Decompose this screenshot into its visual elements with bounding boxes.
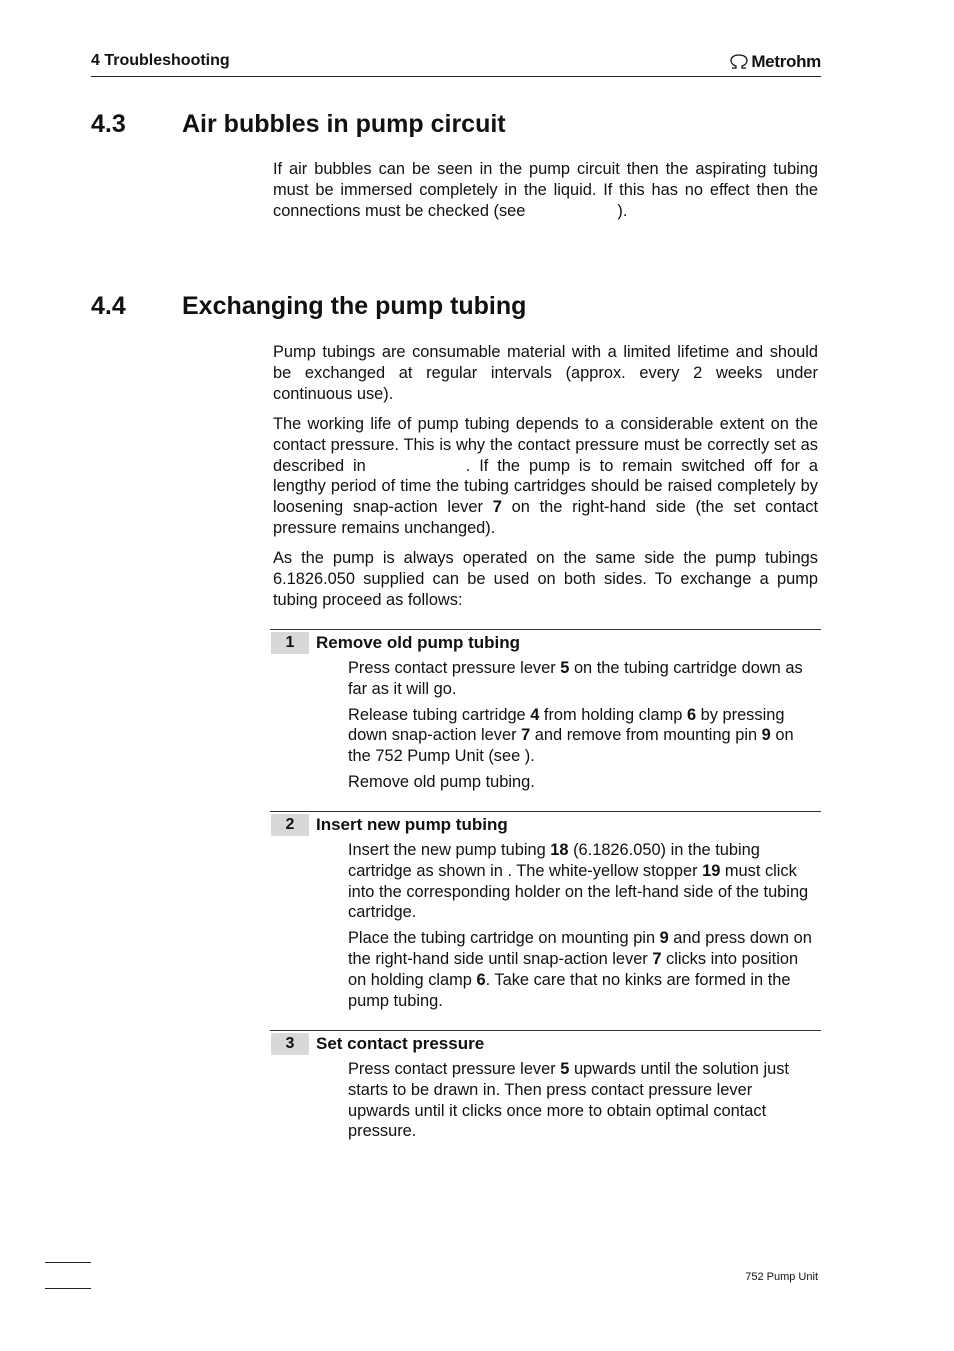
part-ref: 7 bbox=[652, 949, 662, 968]
step-body bbox=[348, 658, 818, 798]
step-paragraph: Remove old pump tubing. bbox=[348, 772, 535, 791]
step-title: Set contact pressure bbox=[316, 1034, 485, 1053]
text: must click into the corresponding holder on the left-hand side of the tubing cartridge. bbox=[348, 861, 809, 922]
part-ref: 4 bbox=[530, 705, 540, 724]
text: Place the tubing cartridge on mounting pin bbox=[348, 929, 660, 948]
part-ref: 7 bbox=[492, 498, 502, 517]
part-ref: 9 bbox=[659, 929, 669, 948]
text: Press contact pressure lever bbox=[348, 1060, 561, 1078]
step-paragraph bbox=[348, 658, 818, 700]
section-number: 4.4 bbox=[91, 292, 126, 320]
omega-icon bbox=[729, 54, 749, 70]
text: clicks into position on holding clamp bbox=[348, 949, 799, 989]
paragraph-text: . If the pump is to remain switched off for a lengthy period of time the tubing cartridges should be raised completely by loosening snap-action lever bbox=[273, 456, 818, 517]
page-header bbox=[91, 48, 821, 77]
text: ). bbox=[524, 747, 535, 766]
footer-rule bbox=[45, 1288, 91, 1289]
part-ref: 5 bbox=[560, 659, 570, 677]
brand-name: Metrohm bbox=[751, 52, 821, 71]
paragraph-text: on the right-hand side (the set contact pressure remains unchanged). bbox=[273, 498, 818, 537]
footer-product: 752 Pump Unit bbox=[745, 1271, 818, 1283]
brand-logo bbox=[729, 52, 821, 72]
step-body bbox=[348, 1059, 818, 1147]
part-ref: 7 bbox=[521, 726, 531, 745]
step-paragraph bbox=[348, 705, 818, 767]
step-3 bbox=[270, 1030, 821, 1141]
part-ref: 19 bbox=[702, 861, 721, 880]
step-paragraph bbox=[348, 1059, 818, 1142]
part-ref: 18 bbox=[550, 841, 569, 859]
text: on the tubing cartridge down as far as it will go. bbox=[348, 659, 803, 698]
text: from holding clamp bbox=[539, 705, 687, 724]
step-number: 3 bbox=[271, 1033, 309, 1055]
text: and remove from mounting pin bbox=[530, 726, 762, 745]
step-2 bbox=[270, 811, 821, 1010]
text: . The white-yellow stopper bbox=[507, 861, 703, 880]
step-1 bbox=[270, 629, 821, 791]
paragraph-consumable: Pump tubings are consumable material with a limited lifetime and should be exchanged at regular intervals (approx. every 2 weeks under continuous use). bbox=[273, 343, 818, 403]
step-body bbox=[348, 840, 818, 1016]
footer-rule bbox=[45, 1262, 91, 1263]
text: (6.1826.050) in the tubing cartridge as shown in bbox=[348, 841, 760, 880]
part-ref: 5 bbox=[560, 1060, 570, 1078]
text: by pressing down snap-action lever bbox=[348, 705, 785, 745]
paragraph-text: ). bbox=[617, 201, 628, 220]
section-heading-4-3 bbox=[91, 110, 506, 139]
part-ref: 6 bbox=[686, 705, 697, 724]
paragraph-working-life bbox=[273, 414, 818, 539]
paragraph-text: If air bubbles can be seen in the pump circuit then the aspirating tubing must be immersed completely in the liquid. If this has no effect then the connections must be checked (see bbox=[273, 160, 818, 220]
step-title: Insert new pump tubing bbox=[316, 815, 508, 834]
text: and press down on the right-hand side until snap-action lever bbox=[348, 929, 812, 968]
paragraph-procedure-intro: As the pump is always operated on the same side the pump tubings 6.1826.050 supplied can be used on both sides. To exchange a pump tubing proceed as follows: bbox=[273, 549, 818, 609]
step-number: 2 bbox=[271, 814, 309, 836]
section-title: Air bubbles in pump circuit bbox=[182, 110, 506, 138]
text: Insert the new pump tubing bbox=[348, 841, 551, 859]
step-paragraph bbox=[348, 928, 818, 1011]
part-ref: 9 bbox=[761, 726, 771, 745]
paragraph-text: The working life of pump tubing depends to a considerable extent on the contact pressure. This is why the contact pressure must be correctly set as described in bbox=[273, 415, 818, 475]
text: . Take care that no kinks are formed in the pump tubing. bbox=[348, 970, 791, 1010]
text: upwards until the solution just starts to be drawn in. Then press contact pressure lever upwards until it clicks once more to obtain optimal contact pressure. bbox=[348, 1060, 789, 1141]
running-header-section: 4 Troubleshooting bbox=[91, 52, 230, 69]
section-number: 4.3 bbox=[91, 110, 126, 138]
part-ref: 6 bbox=[476, 970, 486, 989]
section-heading-4-4 bbox=[91, 292, 526, 321]
text: Release tubing cartridge bbox=[348, 705, 531, 724]
section-title: Exchanging the pump tubing bbox=[182, 292, 527, 320]
step-paragraph bbox=[348, 840, 818, 923]
step-title: Remove old pump tubing bbox=[316, 633, 520, 652]
text: Press contact pressure lever bbox=[348, 659, 561, 677]
step-number: 1 bbox=[271, 632, 309, 654]
paragraph-air-bubbles bbox=[273, 159, 818, 221]
text: on the 752 Pump Unit (see bbox=[348, 726, 794, 766]
